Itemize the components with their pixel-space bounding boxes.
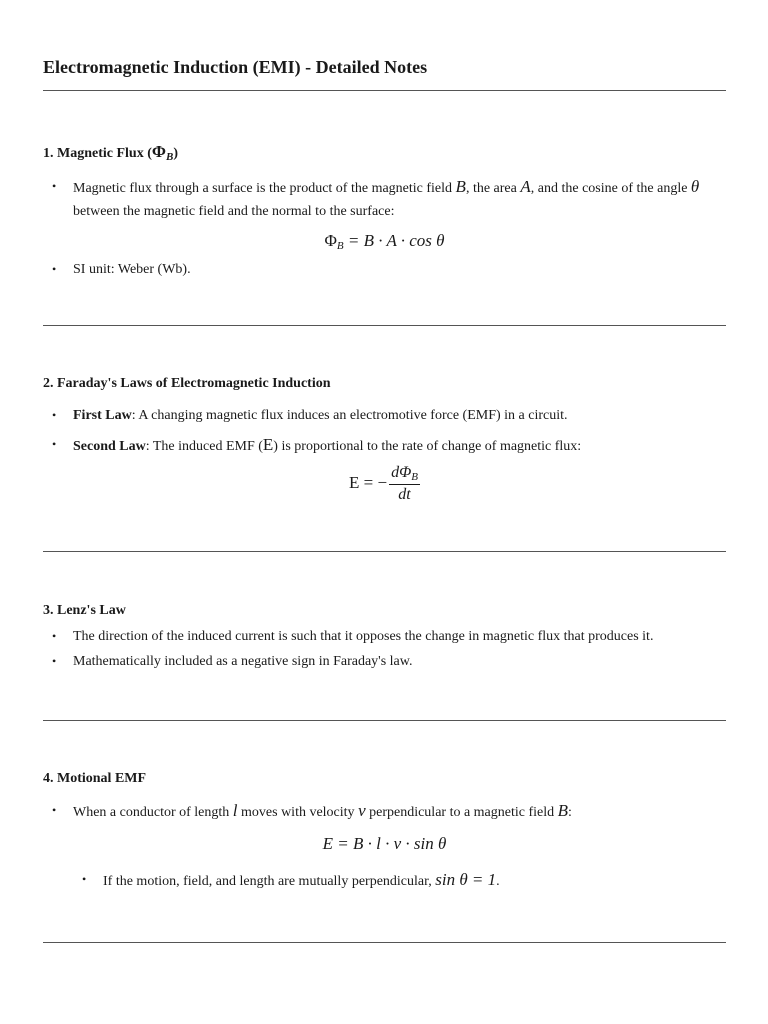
section-motional-emf [43,771,726,893]
divider [43,325,726,326]
bullet-list [43,175,726,223]
divider [43,942,726,943]
nested-bullet-list [73,868,726,893]
bullet-list [43,799,726,824]
section-heading: 1. Magnetic Flux $(\Phi_B)$ [43,142,178,163]
list-item: • When a conductor of length l moves with velocity v perpendicular to a magnetic field B: [52,801,572,820]
bullet-list [43,258,726,281]
divider [43,90,726,91]
list-item: • The direction of the induced current is such that it opposes the change in magnetic flux that produces it. [52,629,654,644]
divider [43,720,726,721]
formula-motional-emf: E = B · l · v · sin θ [322,834,447,853]
section-heading: 3. Lenz's Law [43,603,126,618]
bullet-list [43,625,726,673]
section-heading: 2. Faraday's Laws of Electromagnetic Induction [43,376,331,391]
list-item: • Mathematically included as a negative sign in Faraday's law. [52,654,413,669]
list-item: • First Law: A changing magnetic flux induces an electromotive force (EMF) in a circuit. [52,408,568,423]
section-faradays-laws [43,376,726,504]
fraction: $\frac{d\Phi_B}{dt}$ [391,464,418,503]
bullet-list [43,404,726,458]
list-item: • If the motion, field, and length are mutually perpendicular, sin θ = 1. [82,870,500,889]
divider [43,551,726,552]
section-magnetic-flux [43,142,726,281]
section-lenzs-law [43,603,726,673]
list-item: • SI unit: Weber (Wb). [52,262,191,277]
section-heading: 4. Motional EMF [43,771,147,786]
formula-faraday: E = − $\frac{d\Phi_B}{dt}$ [349,464,418,503]
list-item: • Magnetic flux through a surface is the product of the magnetic field B, the area A, and the cosine of the angle θ between the magnetic field and the normal to the surface: [52,177,700,219]
document-title: Electromagnetic Induction (EMI) - Detailed Notes [43,57,428,77]
formula-magnetic-flux: $\Phi_B = B \cdot A \cdot \cos \theta$ [324,231,445,252]
list-item: • Second Law: The induced EMF (E) is proportional to the rate of change of magnetic flux: [52,435,582,454]
